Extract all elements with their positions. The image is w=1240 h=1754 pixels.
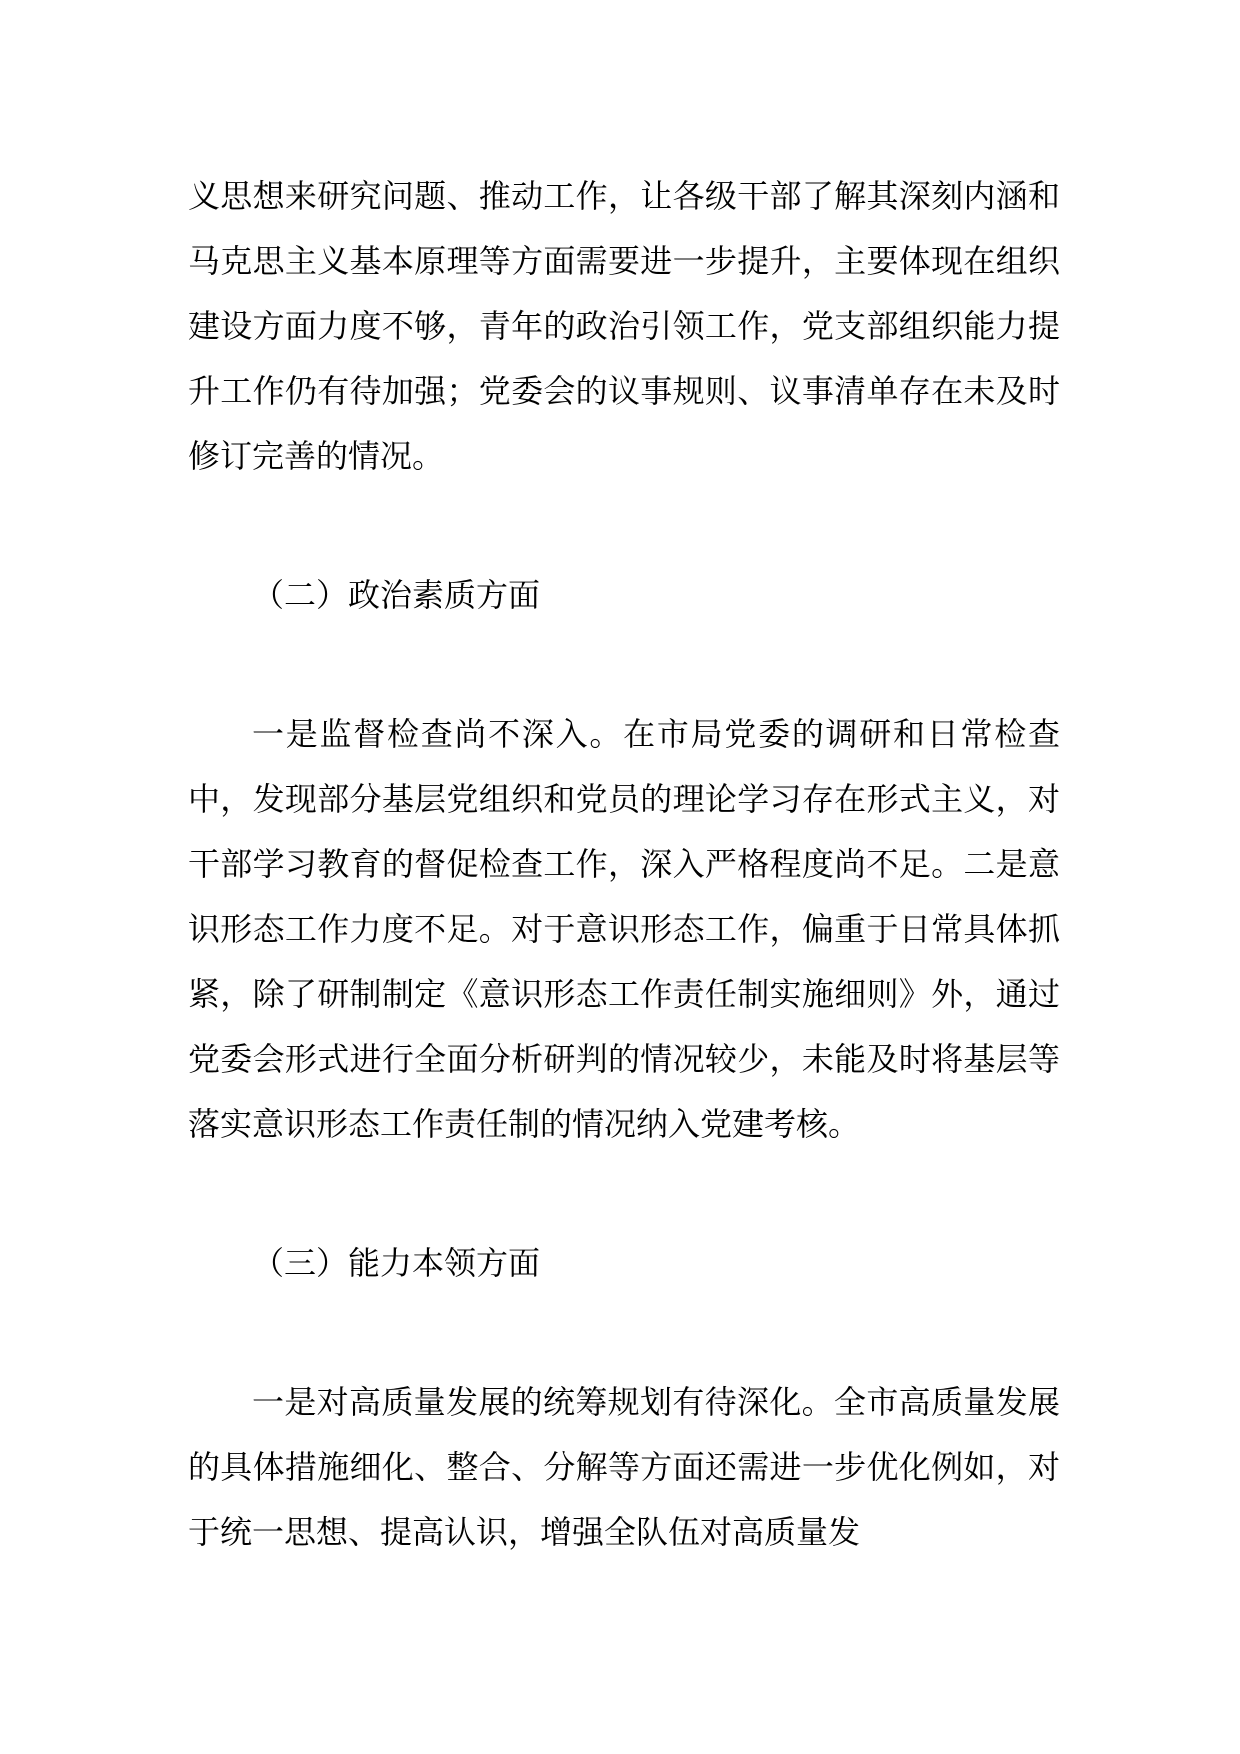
paragraph-gap	[188, 628, 1060, 702]
section-heading-capability: （三）能力本领方面	[252, 1244, 541, 1282]
paragraph-high-quality-development: 一是对高质量发展的统筹规划有待深化。全市高质量发展的具体措施细化、整合、分解等方面还需进一步优化例如，对于统一思想、提高认识，增强全队伍对高质量发	[188, 1383, 1060, 1551]
paragraph-continuation: 义思想来研究问题、推动工作，让各级干部了解其深刻内涵和马克思主义基本原理等方面需要进一步提升，主要体现在组织建设方面力度不够，青年的政治引领工作，党支部组织能力提升工作仍有待加强；党委会的议事规则、议事清单存在未及时修订完善的情况。	[188, 177, 1060, 475]
paragraph-gap	[188, 489, 1060, 563]
paragraph-gap	[188, 1157, 1060, 1231]
document-body	[188, 164, 1060, 1565]
paragraph-supervision: 一是监督检查尚不深入。在市局党委的调研和日常检查中，发现部分基层党组织和党员的理论学习存在形式主义，对干部学习教育的督促检查工作，深入严格程度尚不足。二是意识形态工作力度不足。对于意识形态工作，偏重于日常具体抓紧，除了研制制定《意识形态工作责任制实施细则》外，通过党委会形式进行全面分析研判的情况较少，未能及时将基层等落实意识形态工作责任制的情况纳入党建考核。	[188, 715, 1060, 1143]
section-heading-political-quality: （二）政治素质方面	[252, 576, 541, 614]
paragraph-gap	[188, 1296, 1060, 1370]
